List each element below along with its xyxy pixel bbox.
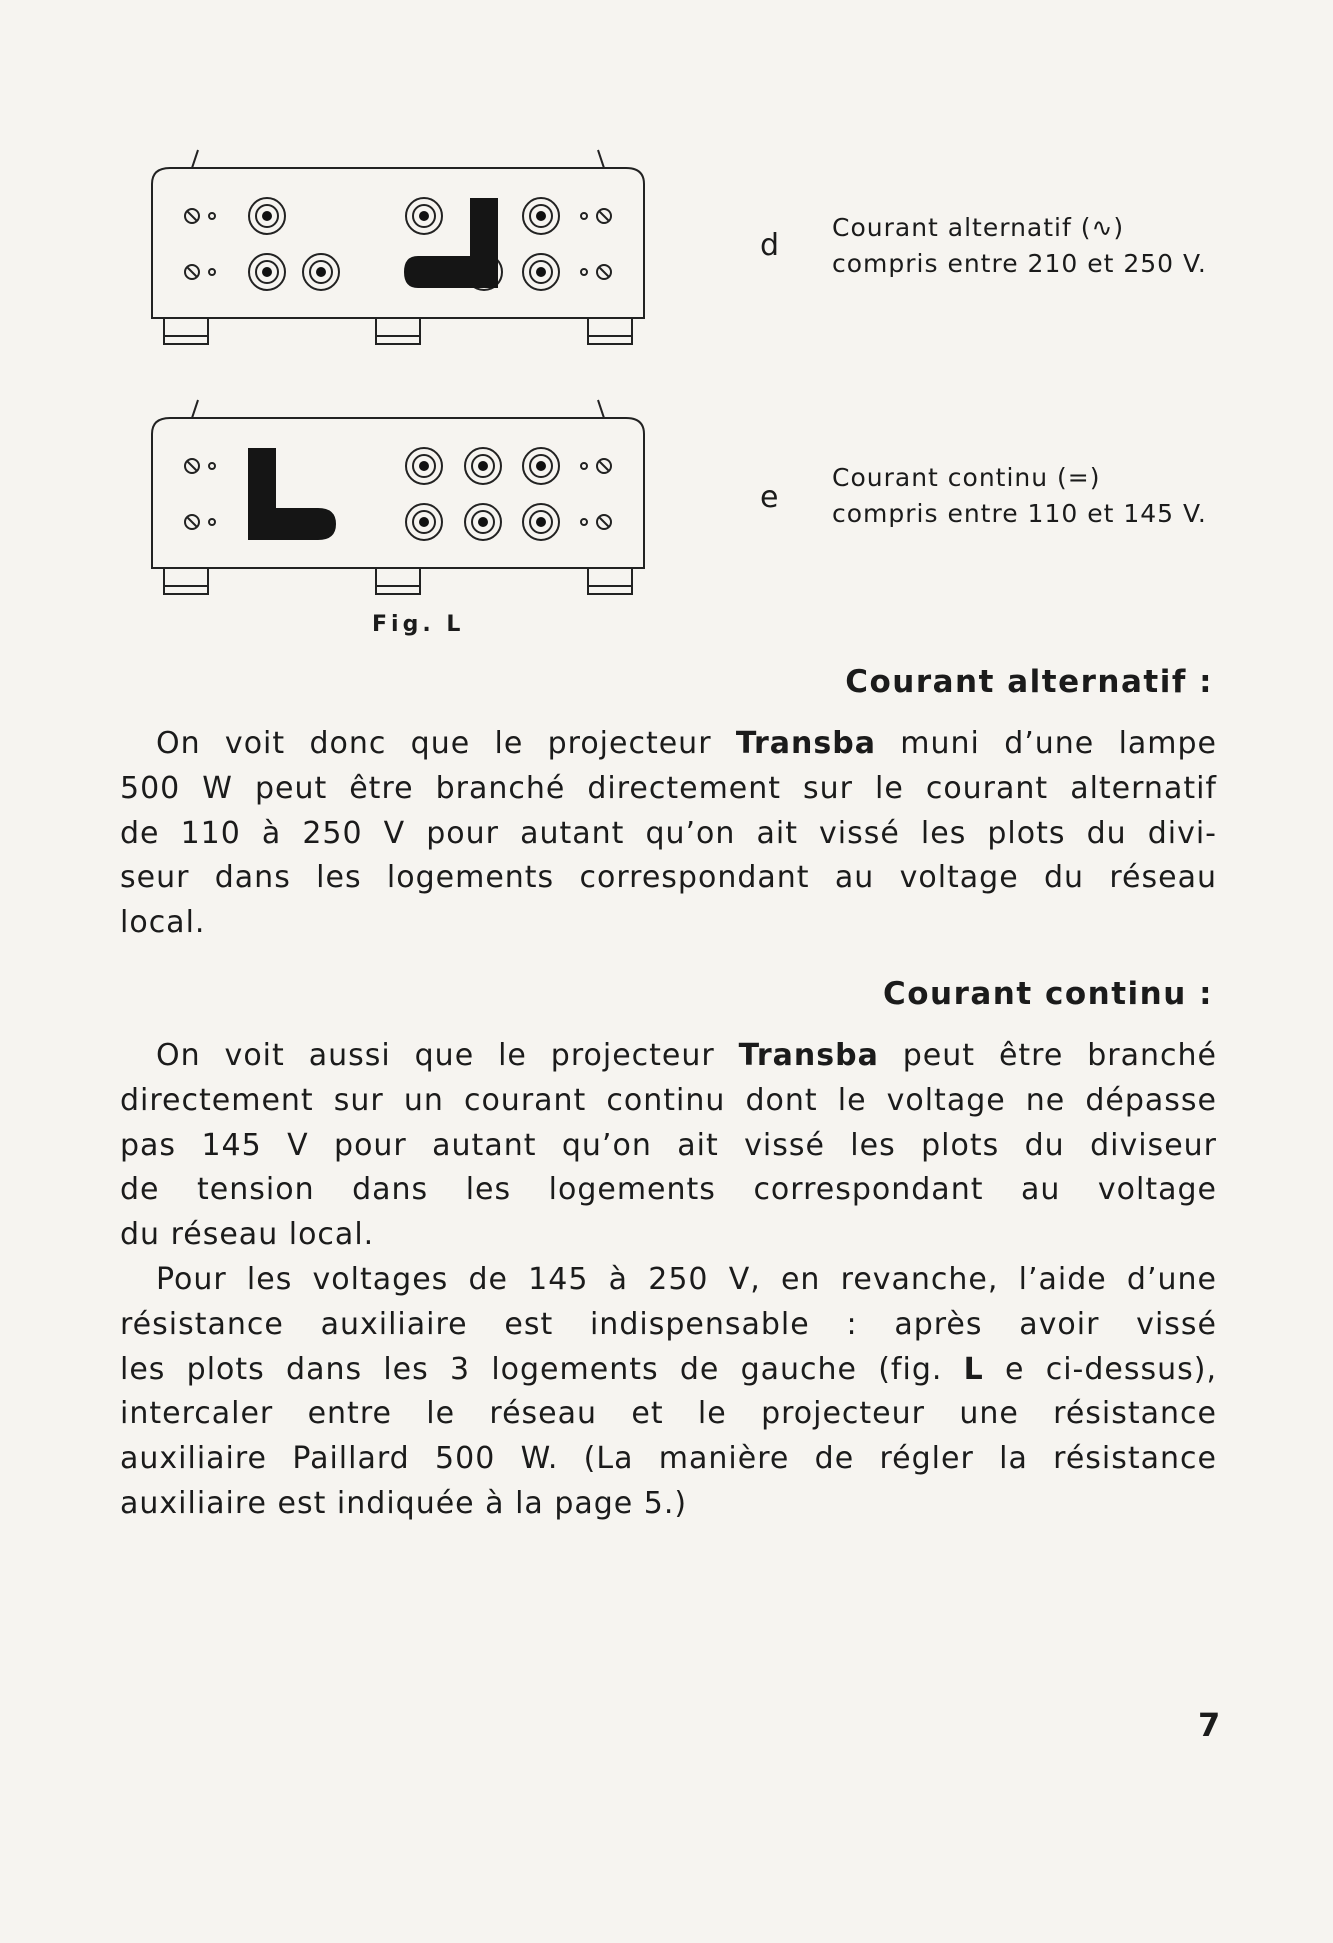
text-line: résistance auxiliaire est indispensable : après avoir vissé [120, 1306, 1217, 1342]
caption-line: Courant alternatif (∿) [832, 213, 1125, 242]
text-line [120, 1348, 1217, 1393]
voltage-divider-box-e [140, 398, 660, 598]
text-run: peut être branché [878, 1038, 1217, 1073]
figure-ref: L [963, 1351, 984, 1387]
paragraph-alternating [120, 722, 1217, 946]
brand-name: Transba [735, 726, 876, 761]
figure-letter-d: d [760, 228, 780, 263]
text-run: On voit donc que le projecteur [156, 726, 736, 761]
text-line: local. [120, 905, 206, 941]
text-line: de 110 à 250 V pour autant qu’on ait vissé les plots du divi- [120, 815, 1217, 851]
voltage-divider-box-d [140, 148, 660, 348]
brand-name: Transba [738, 1038, 879, 1073]
text-line [120, 722, 1217, 767]
section-heading-alternating: Courant alternatif : [845, 664, 1213, 700]
text-line: de tension dans les logements correspondant au voltage [120, 1172, 1217, 1208]
paragraph-direct [120, 1034, 1217, 1527]
text-line [120, 1034, 1217, 1079]
text-line: seur dans les logements correspondant au voltage du réseau [120, 860, 1217, 896]
text-run: les plots dans les 3 logements de gauche (fig. [120, 1351, 964, 1387]
text-line: intercaler entre le réseau et le projecteur une résistance [120, 1396, 1217, 1432]
figure-letter-e: e [760, 480, 779, 515]
figure-label: Fig. L [372, 612, 465, 637]
text-run: On voit aussi que le projecteur [156, 1038, 739, 1073]
text-line: Pour les voltages de 145 à 250 V, en revanche, l’aide d’une [156, 1261, 1217, 1297]
text-line: pas 145 V pour autant qu’on ait vissé les plots du diviseur [120, 1127, 1217, 1163]
page-number: 7 [1198, 1706, 1221, 1744]
text-line: 500 W peut être branché directement sur le courant alternatif [120, 770, 1217, 806]
divider-diagram-d [140, 148, 660, 348]
caption-line: compris entre 210 et 250 V. [832, 249, 1207, 278]
text-line: du réseau local. [120, 1217, 375, 1253]
text-run: muni d’une lampe [875, 726, 1218, 761]
text-line: auxiliaire Paillard 500 W. (La manière de régler la résistance [120, 1441, 1217, 1477]
text-line: auxiliaire est indiquée à la page 5.) [120, 1485, 688, 1521]
caption-line: compris entre 110 et 145 V. [832, 499, 1207, 528]
divider-diagram-e [140, 398, 660, 598]
figure-caption-d [832, 210, 1232, 282]
caption-line: Courant continu (=) [832, 463, 1101, 492]
text-run: e ci-dessus), [983, 1351, 1217, 1387]
figure-caption-e [832, 460, 1232, 532]
text-line: directement sur un courant continu dont le voltage ne dépasse [120, 1082, 1217, 1118]
section-heading-direct: Courant continu : [882, 976, 1213, 1012]
